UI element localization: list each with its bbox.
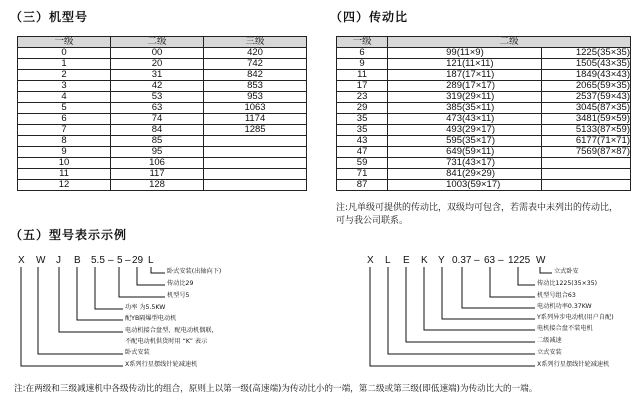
table-cell: 6 (18, 114, 111, 125)
table-cell: 493(29×17) (388, 125, 542, 136)
table-cell: 420 (204, 48, 307, 59)
code-char: B (74, 255, 81, 266)
table-cell: 2065(59×35) (541, 81, 630, 92)
table-cell: 87 (337, 180, 388, 191)
table-cell: 74 (111, 114, 204, 125)
code-char: 1225 (508, 255, 531, 266)
table-cell: 11 (337, 70, 388, 81)
table-cell: 473(43×11) (388, 114, 542, 125)
table-cell: 1174 (204, 114, 307, 125)
table-cell: 319(29×11) (388, 92, 542, 103)
code-char: Y (438, 255, 445, 266)
code-char: W (536, 255, 546, 266)
table-cell: 59 (337, 158, 388, 169)
code-char: E (403, 255, 410, 266)
label: 传动比29 (167, 280, 194, 287)
label: X系列行星摆线针轮减速机 (537, 361, 610, 368)
column-header: 一级 (18, 37, 111, 48)
code-char: 0.37 (452, 255, 472, 266)
table-cell: 842 (204, 70, 307, 81)
code-char: K (421, 255, 428, 266)
column-header: 二级 (388, 37, 631, 48)
code-char: 5.5 (91, 255, 105, 266)
column-header: 三级 (204, 37, 307, 48)
label: 电动机功率0.37KW (537, 303, 592, 310)
code-char: – (498, 255, 504, 266)
label: 立式安装 (537, 349, 562, 356)
label: 传动比1225(35×35) (537, 280, 598, 287)
column-header: 一级 (337, 37, 388, 48)
column-header: 二级 (111, 37, 204, 48)
table-cell: 1505(43×35) (541, 59, 630, 70)
section-5-title: （五）型号表示示例 (10, 228, 128, 242)
table-cell: 1225(35×35) (541, 48, 630, 59)
code-char: 5 (117, 255, 123, 266)
table-cell: 99(11×9) (388, 48, 542, 59)
code-char: X (367, 255, 374, 266)
table-cell: 128 (111, 180, 204, 191)
label: 电机接合盘不装电机 (537, 325, 593, 332)
table-cell: 23 (337, 92, 388, 103)
table-cell: 7 (18, 125, 111, 136)
code-char: X (18, 255, 25, 266)
table-cell: 106 (111, 158, 204, 169)
table-cell: 841(29×29) (388, 169, 542, 180)
code-char: J (56, 255, 61, 266)
label: 卧式安装(出轴向下) (167, 268, 222, 275)
label: 功率 为5.5KW (125, 304, 166, 311)
table-cell: 3045(87×35) (541, 103, 630, 114)
table-cell: 121(11×11) (388, 59, 542, 70)
code-char: L (385, 255, 391, 266)
table-cell: 742 (204, 59, 307, 70)
label: 配YB隔爆型电动机 (125, 315, 177, 322)
code-char: – (474, 255, 480, 266)
table-cell: 35 (337, 114, 388, 125)
table-cell: 6 (337, 48, 388, 59)
code-char: W (36, 255, 46, 266)
table-cell: 29 (337, 103, 388, 114)
table-cell: 84 (111, 125, 204, 136)
table-cell: 3481(59×59) (541, 114, 630, 125)
table-cell: 20 (111, 59, 204, 70)
table-cell: 731(43×17) (388, 158, 542, 169)
table-cell: 289(17×17) (388, 81, 542, 92)
label: 卧式安装 (125, 349, 150, 356)
table-cell: 117 (111, 169, 204, 180)
table-cell: 11 (18, 169, 111, 180)
table-cell: 1003(59×17) (388, 180, 542, 191)
ratio-note: 注:凡单级可提供的传动比，双级均可包含，若需表中未列出的传动比，可与我公司联系。 (336, 203, 619, 226)
table-cell: 35 (337, 125, 388, 136)
table-cell: 853 (204, 81, 307, 92)
label: 机型号组合63 (537, 292, 576, 299)
table-cell: 4 (18, 92, 111, 103)
section-3-title: （三）机型号 (10, 10, 89, 24)
table-cell: 31 (111, 70, 204, 81)
table-cell: 9 (18, 147, 111, 158)
code-char: 29 (132, 255, 144, 266)
table-cell: 5 (18, 103, 111, 114)
table-cell: 95 (111, 147, 204, 158)
table-cell: 53 (111, 92, 204, 103)
table-cell: 1 (18, 59, 111, 70)
code-char: L (148, 255, 154, 266)
table-cell: 2537(59×43) (541, 92, 630, 103)
table-cell: 12 (18, 180, 111, 191)
label: 立式卧安 (554, 268, 579, 275)
table-cell: 63 (111, 103, 204, 114)
table-cell: 595(35×17) (388, 136, 542, 147)
table-cell: 1849(43×43) (541, 70, 630, 81)
footnote: 注:在两级和三级减速机中各级传动比的组合，原则上以第一级(高速端)为传动比小的一端，第二级或第三级(即低速端)为传动比大的一端。 (14, 384, 538, 394)
table-cell: 7569(87×87) (541, 147, 630, 158)
table-cell: 1285 (204, 125, 307, 136)
table-cell: 1063 (204, 103, 307, 114)
label: 电动机接合盘型，配电动机偶联， (125, 327, 218, 334)
label: X系列行星摆线针轮减速机 (125, 361, 198, 368)
code-char: – (125, 255, 131, 266)
table-cell: 42 (111, 81, 204, 92)
table-cell: 47 (337, 147, 388, 158)
code-char: – (108, 255, 114, 266)
table-cell: 6177(71×71) (541, 136, 630, 147)
label: 机型号5 (167, 292, 190, 299)
table-cell: 187(17×11) (388, 70, 542, 81)
table-cell: 2 (18, 70, 111, 81)
table-cell: 5133(87×59) (541, 125, 630, 136)
label: Y系列异步电动机(用户自配) (537, 314, 614, 321)
label: 不配电动机供货时用 “K” 表示 (125, 338, 208, 345)
table-cell: 10 (18, 158, 111, 169)
table-cell: 71 (337, 169, 388, 180)
table-cell: 43 (337, 136, 388, 147)
section-4-title: （四）传动比 (330, 10, 409, 24)
table-cell: 17 (337, 81, 388, 92)
table-cell: 953 (204, 92, 307, 103)
table-cell: 00 (111, 48, 204, 59)
table-cell: 385(35×11) (388, 103, 542, 114)
label: 二级减速 (537, 337, 562, 344)
table-cell: 85 (111, 136, 204, 147)
code-char: 63 (484, 255, 496, 266)
table-cell: 0 (18, 48, 111, 59)
table-cell: 649(59×11) (388, 147, 542, 158)
table-cell: 3 (18, 81, 111, 92)
table-cell: 9 (337, 59, 388, 70)
table-cell: 8 (18, 136, 111, 147)
